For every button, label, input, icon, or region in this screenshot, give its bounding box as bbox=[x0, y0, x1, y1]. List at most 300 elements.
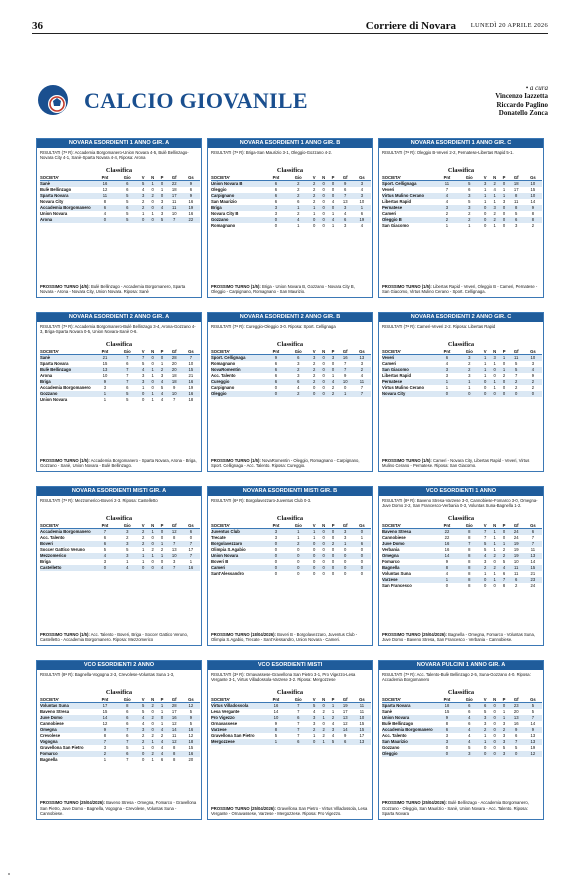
stat-cell: 4 bbox=[436, 193, 458, 199]
stat-cell: 0 bbox=[322, 223, 325, 229]
stat-cell: 3 bbox=[531, 361, 535, 367]
team-name: Oleggio bbox=[211, 187, 227, 193]
stat-cell: 0 bbox=[344, 571, 347, 577]
stat-cell: 11 bbox=[514, 571, 519, 577]
results-text: RISULTATI (7ª R): Briga-San Maurizio 3-1, Oleggio-Gozzano 4-2. bbox=[211, 150, 332, 155]
stat-cell: 0 bbox=[151, 535, 154, 541]
stat-cell: 0 bbox=[160, 535, 164, 541]
stat-cell: 18 bbox=[171, 373, 177, 379]
stat-cell: 17 bbox=[188, 547, 194, 553]
stat-cell: 6 bbox=[338, 739, 353, 745]
stat-cell: 16 bbox=[182, 565, 200, 571]
standings-card bbox=[378, 312, 544, 472]
stat-cell: 0 bbox=[310, 541, 319, 547]
stat-cell: 10 bbox=[524, 181, 542, 188]
stat-cell: 5 bbox=[483, 709, 487, 715]
stat-cell: 0 bbox=[502, 223, 506, 229]
stat-cell: 0 bbox=[265, 217, 287, 223]
stat-cell: 3 bbox=[458, 751, 481, 757]
stat-cell: 1 bbox=[500, 715, 509, 721]
column-header: Pnt bbox=[94, 523, 116, 529]
standings-table bbox=[211, 175, 371, 229]
column-header: N bbox=[490, 697, 500, 703]
stat-cell: 1 bbox=[483, 199, 487, 205]
column-header: Gio bbox=[116, 349, 139, 355]
stat-cell: 1 bbox=[500, 541, 509, 547]
team-name: Acc. Talento bbox=[382, 733, 407, 739]
stat-cell: 6 bbox=[103, 535, 107, 541]
stat-cell: 7 bbox=[94, 529, 116, 536]
card-title: VCO ESORDIENTI 2 ANNO bbox=[37, 661, 201, 670]
column-header: Pnt bbox=[436, 697, 458, 703]
team-name: Voluntas Suna bbox=[40, 703, 94, 710]
stat-cell: 5 bbox=[126, 547, 129, 553]
stat-cell: 8 bbox=[509, 205, 524, 211]
stat-cell: 4 bbox=[500, 565, 509, 571]
stat-cell: 8 bbox=[173, 745, 176, 751]
stat-cell: 0 bbox=[484, 385, 487, 391]
stat-cell: 3 bbox=[160, 373, 164, 379]
stat-cell: 0 bbox=[490, 367, 500, 373]
next-round-text: Gravellona San Pietro - Virtus Villadossola, Lesa Vergante - Ornavassese, Varzese - Mergozzese. Riposa: Pro Vigezzo. bbox=[211, 805, 368, 816]
stat-cell: 16 bbox=[513, 721, 519, 727]
stat-cell: 4 bbox=[458, 727, 481, 733]
team-name: Sanè bbox=[382, 709, 393, 715]
stat-cell: 1 bbox=[287, 205, 310, 211]
column-header: P bbox=[158, 175, 167, 181]
stat-cell: 3 bbox=[344, 535, 347, 541]
stat-cell: 7 bbox=[116, 355, 139, 362]
stat-cell: 8 bbox=[468, 571, 471, 577]
stat-cell: 4 bbox=[158, 739, 167, 745]
next-round-label: PROSSIMO TURNO (1/5): bbox=[211, 457, 261, 463]
next-round-text: NovaRomentin - Oleggio, Romagnano - Carpignano, Sport. Cellignaga - Acc. Talento. Riposa: Cureggio. bbox=[211, 457, 360, 468]
stat-cell: 2 bbox=[139, 529, 148, 536]
column-header: Gf bbox=[167, 697, 182, 703]
stat-cell: 7 bbox=[458, 541, 481, 547]
team-name: Carpignano bbox=[211, 385, 235, 391]
classifica-label: Classifica bbox=[447, 689, 475, 696]
stat-cell: 0 bbox=[148, 217, 158, 223]
stat-cell: 1 bbox=[353, 205, 371, 211]
youth-football-logo bbox=[36, 82, 76, 118]
stat-cell: 6 bbox=[515, 733, 518, 739]
stat-cell: 0 bbox=[353, 529, 371, 536]
stat-cell: 2 bbox=[287, 193, 310, 199]
column-header: N bbox=[490, 175, 500, 181]
stat-cell: 7 bbox=[167, 541, 182, 547]
stat-cell: 3 bbox=[139, 193, 148, 199]
stat-cell: 6 bbox=[509, 217, 524, 223]
stat-cell: 1 bbox=[484, 361, 487, 367]
stat-cell: 8 bbox=[468, 547, 471, 553]
stat-cell: 6 bbox=[182, 529, 200, 536]
standings-table bbox=[40, 349, 200, 403]
stat-cell: 2 bbox=[287, 391, 310, 397]
standings-table bbox=[40, 523, 200, 571]
stat-cell: 9 bbox=[436, 715, 458, 721]
stat-cell: 9 bbox=[182, 715, 200, 721]
stat-cell: 0 bbox=[322, 721, 325, 727]
team-name: Juve Domo bbox=[40, 715, 94, 721]
stat-cell: 0 bbox=[274, 547, 278, 553]
stat-cell: 6 bbox=[126, 187, 129, 193]
stat-cell: 1 bbox=[502, 187, 506, 193]
stat-cell: 7 bbox=[297, 721, 300, 727]
stat-cell: 22 bbox=[182, 217, 200, 223]
team-name: Juventus Club bbox=[211, 529, 265, 536]
stat-cell: 3 bbox=[116, 541, 139, 547]
stat-cell: 7 bbox=[126, 757, 129, 763]
stat-cell: 3 bbox=[490, 355, 500, 362]
stat-cell: 6 bbox=[126, 733, 129, 739]
stat-cell: 4 bbox=[331, 733, 335, 739]
stat-cell: 4 bbox=[297, 385, 300, 391]
stat-cell: 0 bbox=[319, 367, 329, 373]
stat-cell: 0 bbox=[148, 355, 158, 362]
stat-cell: 6 bbox=[468, 721, 471, 727]
stat-cell: 2 bbox=[139, 739, 148, 745]
stat-cell: 1 bbox=[103, 757, 107, 763]
stat-cell: 1 bbox=[331, 223, 335, 229]
stat-cell: 2 bbox=[531, 385, 535, 391]
stat-cell: 2 bbox=[515, 385, 518, 391]
stat-cell: 0 bbox=[160, 559, 164, 565]
stat-cell: 1 bbox=[148, 739, 158, 745]
stat-cell: 2 bbox=[458, 217, 481, 223]
team-name: San Maurizio bbox=[382, 739, 436, 745]
stat-cell: 11 bbox=[530, 547, 536, 553]
stat-cell: 2 bbox=[493, 211, 496, 217]
stat-cell: 5 bbox=[116, 193, 139, 199]
classifica-label: Classifica bbox=[447, 167, 475, 174]
stat-cell: 1 bbox=[331, 709, 335, 715]
stat-cell: 16 bbox=[182, 727, 200, 733]
stat-cell: 5 bbox=[141, 709, 145, 715]
column-header: V bbox=[481, 697, 490, 703]
team-name: Voluntas Suna bbox=[382, 571, 411, 577]
stat-cell: 0 bbox=[148, 379, 158, 385]
stat-cell: 1 bbox=[151, 211, 154, 217]
table-row bbox=[211, 571, 371, 577]
stat-cell: 0 bbox=[158, 193, 167, 199]
stat-cell: 4 bbox=[331, 721, 335, 727]
stat-cell: 3 bbox=[310, 715, 319, 721]
column-header: P bbox=[158, 697, 167, 703]
team-name: Olimpia S.Agabio bbox=[211, 547, 246, 553]
stat-cell: 13 bbox=[353, 355, 371, 362]
stat-cell: 1 bbox=[103, 397, 107, 403]
next-round bbox=[382, 800, 540, 816]
column-header: Gs bbox=[524, 697, 542, 703]
stat-cell: 2 bbox=[126, 535, 129, 541]
stat-cell: 2 bbox=[458, 367, 481, 373]
stat-cell: 0 bbox=[310, 553, 319, 559]
team-name: Pro Vigezzo bbox=[211, 715, 265, 721]
stat-cell: 7 bbox=[173, 397, 176, 403]
stat-cell: 5 bbox=[116, 391, 139, 397]
stat-cell: 8 bbox=[265, 727, 287, 733]
stat-cell: 6 bbox=[265, 379, 287, 385]
stat-cell: 0 bbox=[94, 565, 116, 571]
team-name: Acc. Talento bbox=[211, 373, 236, 379]
stat-cell: 0 bbox=[139, 217, 148, 223]
team-name: Union Novara bbox=[211, 553, 265, 559]
stat-cell: 0 bbox=[322, 535, 325, 541]
stat-cell: 7 bbox=[116, 367, 139, 373]
stat-cell: 2 bbox=[141, 535, 145, 541]
stat-cell: 0 bbox=[151, 745, 154, 751]
stat-cell: 5 bbox=[329, 739, 338, 745]
stat-cell: 1 bbox=[151, 397, 154, 403]
stat-cell: 11 bbox=[353, 703, 371, 710]
results-text: RISULTATI (6ª R): Borgolavezzaro-Juventus Club 0-3. bbox=[211, 498, 312, 503]
stat-cell: 16 bbox=[167, 715, 182, 721]
stat-cell: 1 bbox=[493, 223, 496, 229]
stat-cell: 16 bbox=[182, 751, 200, 757]
stat-cell: 12 bbox=[171, 721, 177, 727]
stat-cell: 4 bbox=[445, 571, 449, 577]
next-round-text: Bulè Bellinzago - Accademia Borgomanero, Sparta Novara - Arona - Novara City, Union Novara. Riposa: Sanè bbox=[40, 283, 186, 294]
stat-cell: 3 bbox=[160, 199, 164, 205]
stat-cell: 3 bbox=[500, 739, 509, 745]
stat-cell: 4 bbox=[94, 553, 116, 559]
stat-cell: 6 bbox=[360, 211, 364, 217]
column-header: SOCIETA' bbox=[40, 523, 94, 529]
stat-cell: 0 bbox=[502, 535, 506, 541]
results-text: RISULTATI (7ª R): Mezzomerico-Boveri 2-3. Riposa: Castelletto bbox=[40, 498, 158, 503]
stat-cell: 1 bbox=[493, 361, 496, 367]
stat-cell: 23 bbox=[524, 577, 542, 583]
standings-card bbox=[36, 138, 202, 298]
stat-cell: 3 bbox=[458, 355, 481, 362]
stat-cell: 1 bbox=[445, 385, 449, 391]
stat-cell: 4 bbox=[360, 187, 364, 193]
stat-cell: 1 bbox=[483, 187, 487, 193]
column-header: P bbox=[500, 523, 509, 529]
stat-cell: 0 bbox=[310, 565, 319, 571]
stat-cell: 5 bbox=[126, 199, 129, 205]
stat-cell: 0 bbox=[313, 547, 316, 553]
stat-cell: 13 bbox=[171, 547, 177, 553]
stat-cell: 0 bbox=[151, 199, 154, 205]
section-title: CALCIO GIOVANILE bbox=[84, 88, 308, 113]
stat-cell: 5 bbox=[515, 361, 518, 367]
column-header: V bbox=[481, 349, 490, 355]
stat-cell: 6 bbox=[116, 181, 139, 188]
stat-cell: 6 bbox=[274, 187, 278, 193]
stat-cell: 1 bbox=[312, 211, 316, 217]
stat-cell: 6 bbox=[287, 355, 310, 362]
team-name: Baveno Stresa bbox=[382, 529, 436, 536]
stat-cell: 7 bbox=[182, 553, 200, 559]
stat-cell: 13 bbox=[530, 733, 536, 739]
stat-cell: 2 bbox=[329, 391, 338, 397]
stat-cell: 7 bbox=[500, 577, 509, 583]
table-row bbox=[40, 397, 200, 403]
stat-cell: 5 bbox=[189, 721, 193, 727]
column-header: N bbox=[148, 349, 158, 355]
stat-cell: 3 bbox=[103, 385, 107, 391]
stat-cell: 19 bbox=[509, 541, 524, 547]
stat-cell: 3 bbox=[445, 733, 449, 739]
next-round-label: PROSSIMO TURNO (1/5): bbox=[211, 283, 261, 289]
column-header: Gf bbox=[167, 175, 182, 181]
stat-cell: 0 bbox=[322, 559, 325, 565]
stat-cell: 1 bbox=[468, 385, 471, 391]
stat-cell: 8 bbox=[458, 529, 481, 536]
column-header: V bbox=[310, 523, 319, 529]
table-row bbox=[382, 391, 542, 397]
stat-cell: 7 bbox=[524, 715, 542, 721]
team-name: Union Novara bbox=[40, 211, 68, 217]
stat-cell: 17 bbox=[342, 709, 348, 715]
standings-table bbox=[382, 349, 542, 397]
stat-cell: 4 bbox=[331, 199, 335, 205]
stat-cell: 0 bbox=[445, 745, 449, 751]
stat-cell: 9 bbox=[265, 355, 287, 362]
stat-cell: 1 bbox=[141, 547, 145, 553]
stat-cell: 0 bbox=[502, 211, 506, 217]
stat-cell: 0 bbox=[151, 559, 154, 565]
stat-cell: 2 bbox=[500, 727, 509, 733]
column-header: Pnt bbox=[265, 349, 287, 355]
card-title: NOVARA ESORDIENTI MISTI GIR. B bbox=[208, 487, 372, 496]
stat-cell: 5 bbox=[141, 361, 145, 367]
stat-cell: 0 bbox=[319, 193, 329, 199]
team-name: Virtus Villadossola bbox=[211, 703, 265, 710]
stat-cell: 4 bbox=[329, 217, 338, 223]
stat-cell: 2 bbox=[502, 373, 506, 379]
stat-cell: 6 bbox=[116, 205, 139, 211]
classifica-label: Classifica bbox=[276, 515, 304, 522]
stat-cell: 2 bbox=[490, 217, 500, 223]
team-name: Libertas Rapid bbox=[382, 373, 412, 379]
stat-cell: 3 bbox=[436, 367, 458, 373]
stat-cell: 9 bbox=[182, 193, 200, 199]
team-name: Arona bbox=[40, 217, 94, 223]
stat-cell: 1 bbox=[490, 193, 500, 199]
stat-cell: 7 bbox=[524, 541, 542, 547]
stat-cell: 12 bbox=[167, 529, 182, 536]
results-text: RISULTATI (7ª R): Accademia Borgomanero-Union Novara 4-5, Bulè Bellinzago-Novara City 4-1, Sanè-Sparta Novara 4-4, Riposa: Arona bbox=[40, 150, 189, 161]
stat-cell: 15 bbox=[530, 187, 536, 193]
stat-cell: 5 bbox=[483, 547, 487, 553]
stat-cell: 9 bbox=[509, 727, 524, 733]
stat-cell: 0 bbox=[500, 703, 509, 710]
team-name: Virtus Mulino Cerano bbox=[382, 385, 425, 391]
stat-cell: 1 bbox=[490, 379, 500, 385]
stat-cell: 8 bbox=[531, 211, 535, 217]
classifica-label: Classifica bbox=[105, 341, 133, 348]
column-header: Pnt bbox=[436, 349, 458, 355]
stat-cell: 3 bbox=[116, 529, 139, 536]
column-header: Gs bbox=[353, 349, 371, 355]
stat-cell: 6 bbox=[160, 757, 164, 763]
stat-cell: 6 bbox=[189, 187, 193, 193]
stat-cell: 3 bbox=[103, 745, 107, 751]
standings-table bbox=[211, 523, 371, 577]
stat-cell: 0 bbox=[509, 751, 524, 757]
column-header: Pnt bbox=[94, 697, 116, 703]
stat-cell: 0 bbox=[322, 211, 325, 217]
stat-cell: 1 bbox=[148, 553, 158, 559]
stat-cell: 2 bbox=[500, 553, 509, 559]
stat-cell: 0 bbox=[353, 553, 371, 559]
stat-cell: 0 bbox=[353, 565, 371, 571]
stat-cell: 5 bbox=[126, 211, 129, 217]
stat-cell: 8 bbox=[468, 559, 471, 565]
stat-cell: 15 bbox=[188, 745, 194, 751]
team-name: Sanè bbox=[40, 181, 94, 188]
column-header: N bbox=[490, 349, 500, 355]
stat-cell: 3 bbox=[139, 727, 148, 733]
column-header: Pnt bbox=[436, 523, 458, 529]
stat-cell: 3 bbox=[297, 361, 300, 367]
next-round-text: Cameri - Novara City, Libertas Rapid - Veveri, Virtus Mulino Cerano - Pernatese. Riposa: San Giacomo. bbox=[382, 457, 530, 468]
stat-cell: 14 bbox=[530, 559, 536, 565]
stat-cell: 19 bbox=[509, 553, 524, 559]
stat-cell: 2 bbox=[94, 751, 116, 757]
stat-cell: 2 bbox=[468, 361, 471, 367]
next-round-label: PROSSIMO TURNO (1/5): bbox=[40, 631, 90, 637]
stat-cell: 17 bbox=[94, 703, 116, 710]
stat-cell: 0 bbox=[493, 733, 496, 739]
team-name: Vogogna bbox=[40, 739, 94, 745]
stat-cell: 10 bbox=[167, 391, 182, 397]
stat-cell: 14 bbox=[94, 715, 116, 721]
stat-cell: 0 bbox=[322, 571, 325, 577]
team-name: Accademia Borgomanero bbox=[40, 529, 94, 536]
standings-card bbox=[36, 660, 202, 820]
stat-cell: 11 bbox=[353, 379, 371, 385]
stat-cell: 0 bbox=[322, 547, 325, 553]
team-name: Sport. Cellignaga bbox=[211, 355, 265, 362]
stat-cell: 4 bbox=[360, 373, 364, 379]
stat-cell: 3 bbox=[500, 751, 509, 757]
stat-cell: 4 bbox=[493, 187, 496, 193]
stat-cell: 0 bbox=[481, 205, 490, 211]
stat-cell: 3 bbox=[116, 553, 139, 559]
stat-cell: 5 bbox=[139, 181, 148, 188]
stat-cell: 2 bbox=[287, 367, 310, 373]
stat-cell: 3 bbox=[173, 559, 176, 565]
stat-cell: 6 bbox=[436, 727, 458, 733]
card-title: NOVARA PULCINI 1 ANNO GIR. A bbox=[379, 661, 543, 670]
stat-cell: 0 bbox=[265, 391, 287, 397]
stat-cell: 18 bbox=[182, 739, 200, 745]
stat-cell: 5 bbox=[103, 547, 107, 553]
column-header: SOCIETA' bbox=[40, 349, 94, 355]
column-header: V bbox=[139, 697, 148, 703]
stat-cell: 0 bbox=[322, 361, 325, 367]
stat-cell: 12 bbox=[102, 721, 108, 727]
stat-cell: 9 bbox=[94, 379, 116, 385]
stat-cell: 6 bbox=[126, 385, 129, 391]
stat-cell: 3 bbox=[502, 721, 506, 727]
standings-table bbox=[382, 175, 542, 229]
stat-cell: 4 bbox=[287, 217, 310, 223]
stat-cell: 2 bbox=[312, 361, 316, 367]
stat-cell: 0 bbox=[500, 529, 509, 536]
stat-cell: 2 bbox=[312, 199, 316, 205]
team-name: Sparta Novara bbox=[382, 703, 436, 710]
stat-cell: 0 bbox=[360, 547, 364, 553]
stat-cell: 1 bbox=[158, 553, 167, 559]
column-header: Gs bbox=[182, 349, 200, 355]
column-header: Pnt bbox=[436, 175, 458, 181]
stat-cell: 0 bbox=[344, 559, 347, 565]
